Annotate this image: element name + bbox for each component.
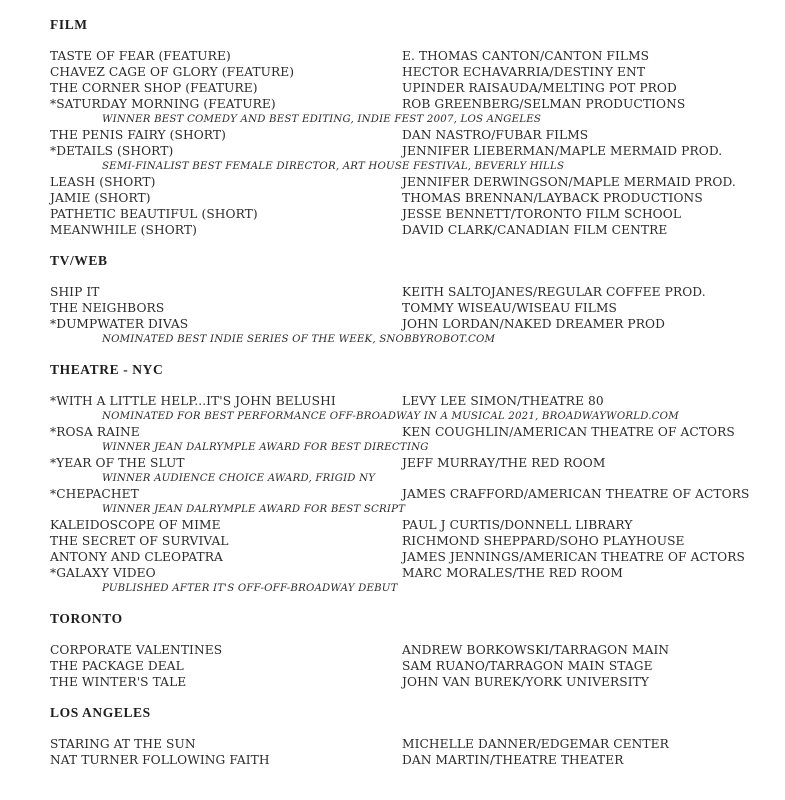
credit-list (50, 393, 775, 596)
credit-director: KEN COUGHLIN/AMERICAN THEATRE OF ACTORS (402, 425, 735, 439)
credit-row (50, 222, 775, 238)
credit-title: THE WINTER'S TALE (50, 675, 187, 689)
credit-row (50, 393, 775, 409)
credit-note: WINNER BEST COMEDY AND BEST EDITING, INDIE FEST 2007, LOS ANGELES (102, 114, 542, 125)
credit-title: THE CORNER SHOP (FEATURE) (50, 81, 258, 95)
credit-title: *WITH A LITTLE HELP...IT'S JOHN BELUSHI (50, 394, 336, 408)
credit-director: PAUL J CURTIS/DONNELL LIBRARY (402, 518, 633, 532)
credit-title: STARING AT THE SUN (50, 737, 196, 751)
credit-title: THE PENIS FAIRY (SHORT) (50, 128, 226, 142)
credit-row (50, 316, 775, 332)
credit-note: SEMI-FINALIST BEST FEMALE DIRECTOR, ART HOUSE FESTIVAL, BEVERLY HILLS (102, 161, 565, 172)
credit-director: JEFF MURRAY/THE RED ROOM (402, 456, 606, 470)
credit-row (50, 174, 775, 190)
credit-note: NOMINATED BEST INDIE SERIES OF THE WEEK, SNOBBYROBOT.COM (102, 334, 496, 345)
credit-row (50, 96, 775, 112)
credit-title: *SATURDAY MORNING (FEATURE) (50, 97, 276, 111)
credit-row (50, 190, 775, 206)
credit-director: JENNIFER DERWINGSON/MAPLE MERMAID PROD. (402, 175, 736, 189)
credit-row (50, 206, 775, 222)
credit-list (50, 284, 775, 347)
section-heading: THEATRE - NYC (50, 362, 164, 377)
credit-title: MEANWHILE (SHORT) (50, 223, 197, 237)
credit-row (50, 48, 775, 64)
credit-row (50, 549, 775, 565)
credit-row (50, 284, 775, 300)
credit-note: WINNER JEAN DALRYMPLE AWARD FOR BEST DIRECTING (102, 442, 429, 453)
credit-row (50, 752, 775, 768)
credit-row (50, 64, 775, 80)
credit-director: JESSE BENNETT/TORONTO FILM SCHOOL (402, 207, 682, 221)
credit-list (50, 736, 775, 768)
credit-director: KEITH SALTOJANES/REGULAR COFFEE PROD. (402, 285, 706, 299)
credit-director: JAMES JENNINGS/AMERICAN THEATRE OF ACTORS (402, 550, 745, 564)
credit-title: CORPORATE VALENTINES (50, 643, 223, 657)
credit-director: JOHN VAN BUREK/YORK UNIVERSITY (402, 675, 650, 689)
credit-director: UPINDER RAISAUDA/MELTING POT PROD (402, 81, 677, 95)
credit-row (50, 642, 775, 658)
credit-title: JAMIE (SHORT) (50, 191, 151, 205)
credit-title: PATHETIC BEAUTIFUL (SHORT) (50, 207, 258, 221)
credit-director: DAN NASTRO/FUBAR FILMS (402, 128, 589, 142)
section-heading: TORONTO (50, 611, 123, 626)
credit-title: THE NEIGHBORS (50, 301, 165, 315)
credit-title: TASTE OF FEAR (FEATURE) (50, 49, 231, 63)
credit-title: *YEAR OF THE SLUT (50, 456, 185, 470)
section-tv-web (50, 253, 775, 347)
credit-title: *GALAXY VIDEO (50, 566, 156, 580)
credit-row (50, 80, 775, 96)
section-los-angeles (50, 705, 775, 768)
credit-title: KALEIDOSCOPE OF MIME (50, 518, 221, 532)
credit-director: SAM RUANO/TARRAGON MAIN STAGE (402, 659, 653, 673)
credit-row (50, 486, 775, 502)
credit-director: E. THOMAS CANTON/CANTON FILMS (402, 49, 650, 63)
credit-note: WINNER AUDIENCE CHOICE AWARD, FRIGID NY (102, 473, 376, 484)
credit-title: *DETAILS (SHORT) (50, 144, 174, 158)
credit-title: *ROSA RAINE (50, 425, 140, 439)
credit-director: MICHELLE DANNER/EDGEMAR CENTER (402, 737, 669, 751)
section-toronto (50, 611, 775, 690)
credit-row (50, 533, 775, 549)
section-heading: FILM (50, 17, 88, 32)
credit-director: ANDREW BORKOWSKI/TARRAGON MAIN (402, 643, 670, 657)
credit-director: JOHN LORDAN/NAKED DREAMER PROD (402, 317, 665, 331)
credit-director: DAVID CLARK/CANADIAN FILM CENTRE (402, 223, 668, 237)
credit-row (50, 565, 775, 581)
resume-credits (50, 17, 775, 783)
credit-row (50, 455, 775, 471)
section-heading: TV/WEB (50, 253, 108, 268)
credit-note: NOMINATED FOR BEST PERFORMANCE OFF-BROADWAY IN A MUSICAL 2021, BROADWAYWORLD.COM (102, 411, 679, 422)
credit-director: MARC MORALES/THE RED ROOM (402, 566, 623, 580)
credit-row (50, 143, 775, 159)
credit-director: JENNIFER LIEBERMAN/MAPLE MERMAID PROD. (402, 144, 723, 158)
credit-list (50, 642, 775, 690)
credit-director: TOMMY WISEAU/WISEAU FILMS (402, 301, 617, 315)
credit-director: LEVY LEE SIMON/THEATRE 80 (402, 394, 604, 408)
credit-title: THE PACKAGE DEAL (50, 659, 184, 673)
credit-row (50, 658, 775, 674)
credit-title: *CHEPACHET (50, 487, 139, 501)
section-heading: LOS ANGELES (50, 705, 151, 720)
credit-list (50, 48, 775, 238)
section-film (50, 17, 775, 238)
credit-note: PUBLISHED AFTER IT'S OFF-OFF-BROADWAY DEBUT (102, 583, 398, 594)
credit-row (50, 300, 775, 316)
credit-row (50, 674, 775, 690)
credit-row (50, 127, 775, 143)
credit-title: THE SECRET OF SURVIVAL (50, 534, 229, 548)
credit-director: JAMES CRAFFORD/AMERICAN THEATRE OF ACTORS (402, 487, 750, 501)
credit-director: ROB GREENBERG/SELMAN PRODUCTIONS (402, 97, 686, 111)
credit-row (50, 424, 775, 440)
credit-title: ANTONY AND CLEOPATRA (50, 550, 223, 564)
credit-row (50, 517, 775, 533)
credit-director: RICHMOND SHEPPARD/SOHO PLAYHOUSE (402, 534, 685, 548)
credit-director: DAN MARTIN/THEATRE THEATER (402, 753, 624, 767)
credit-director: THOMAS BRENNAN/LAYBACK PRODUCTIONS (402, 191, 703, 205)
credit-note: WINNER JEAN DALRYMPLE AWARD FOR BEST SCRIPT (102, 504, 406, 515)
credit-title: CHAVEZ CAGE OF GLORY (FEATURE) (50, 65, 295, 79)
credit-director: HECTOR ECHAVARRIA/DESTINY ENT (402, 65, 646, 79)
credit-title: LEASH (SHORT) (50, 175, 156, 189)
credit-title: SHIP IT (50, 285, 100, 299)
credit-row (50, 736, 775, 752)
credit-title: NAT TURNER FOLLOWING FAITH (50, 753, 270, 767)
section-theatre-nyc (50, 362, 775, 596)
credit-title: *DUMPWATER DIVAS (50, 317, 189, 331)
